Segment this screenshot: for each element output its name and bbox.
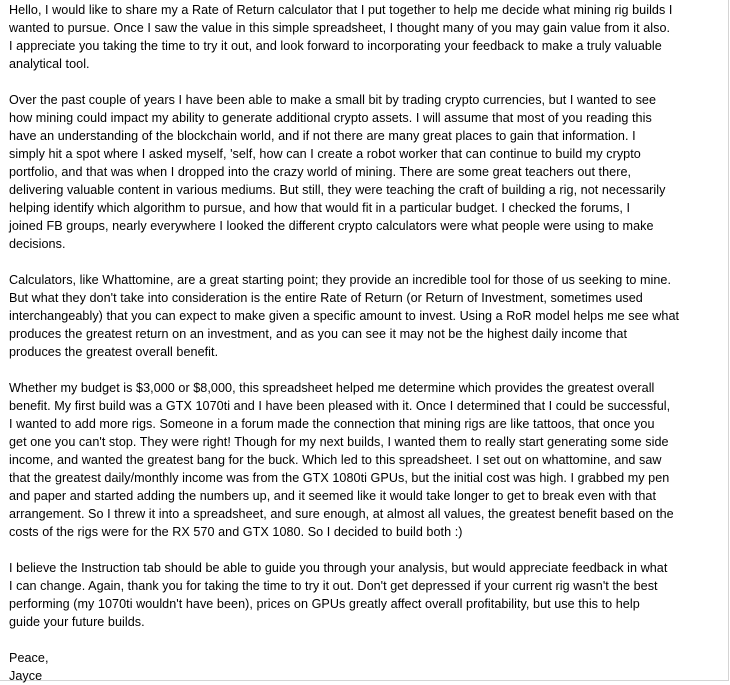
paragraph-budget: Whether my budget is $3,000 or $8,000, this spreadsheet helped me determine which provides the greatest overall benefit. My first build was a GTX 1070ti and I have been pleased with it. Once I determined that I could be successful, I wanted to add more rigs. Someone in a forum made the connection that mining rigs are like tattoos, that once you get one you can't stop. They were right! Though for my next builds, I wanted them to really start generating some side income, and wanted the greatest bang for the buck. Which led to this spreadsheet. I set out on whattomine, and saw that the greatest daily/monthly income was from the GTX 1080ti GPUs, but the initial cost was high. I grabbed my pen and paper and started adding the numbers up, and it seemed like it would take longer to get to break even with that arrangement. So I threw it into a spreadsheet, and sure enough, at almost all values, the greatest benefit based on the costs of the rigs were for the RX 570 and GTX 1080. So I decided to build both :) [9,381,674,539]
paragraph-calculators: Calculators, like Whattomine, are a great starting point; they provide an incredible tool for those of us seeking to mine. But what they don't take into consideration is the entire Rate of Return (or Return of Investment, sometimes used interchangeably) that you can expect to make given a specific amount to invest. Using a RoR model helps me see what produces the greatest return on an investment, and as you can see it may not be the highest daily income that produces the greatest overall benefit. [9,273,680,359]
paragraph-instructions: I believe the Instruction tab should be able to guide you through your analysis, but would appreciate feedback in what I can change. Again, thank you for taking the time to try it out. Don't get depressed if your current rig wasn't the best performing (my 1070ti wouldn't have been), prices on GPUs greatly affect overall profitability, but use this to help guide your future builds. [9,561,668,629]
paragraph-background: Over the past couple of years I have been able to make a small bit by trading crypto currencies, but I wanted to see how mining could impact my ability to generate additional crypto assets. I will assume that most of you reading this have an understanding of the blockchain world, and if not there are many great places to gain that information. I simply hit a spot where I asked myself, 'self, how can I create a robot worker that can continue to build my crypto portfolio, and that was when I dropped into the crazy world of mining. There are some great teachers out there, delivering valuable content in various mediums. But still, they were teaching the craft of building a rig, not necessarily helping identify which algorithm to pursue, and how that would fit in a particular budget. I checked the forums, I joined FB groups, nearly everywhere I looked the different crypto calculators were what people were using to make decisions. [9,93,666,251]
paragraph-intro: Hello, I would like to share my a Rate of Return calculator that I put together to help me decide what mining rig builds I wanted to pursue. Once I saw the value in this simple spreadsheet, I thought many of you may gain value from it also. I appreciate you taking the time to try it out, and look forward to incorporating your feedback to make a truly valuable analytical tool. [9,3,673,71]
closing-text: Peace, [9,651,49,665]
signature-name: Jayce [9,669,43,683]
document-body [9,1,725,685]
